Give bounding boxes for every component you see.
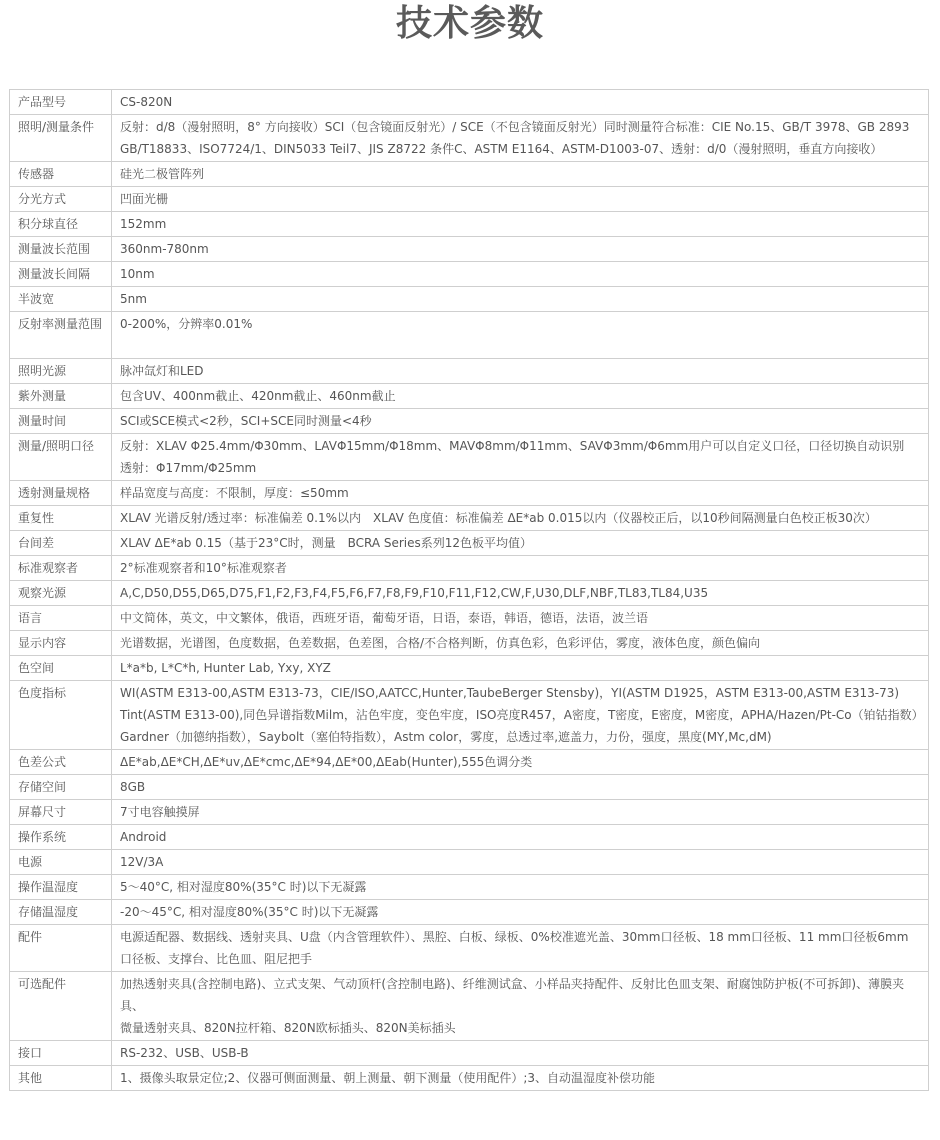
spec-value-line: XLAV ΔE*ab 0.15（基于23°C时，测量 BCRA Series系列12色板平均值） xyxy=(120,536,533,550)
spec-label: 观察光源 xyxy=(10,581,112,606)
spec-row xyxy=(10,162,929,187)
spec-value xyxy=(112,531,929,556)
spec-label: 语言 xyxy=(10,606,112,631)
spec-value xyxy=(112,1041,929,1066)
spec-value-line: 360nm-780nm xyxy=(120,242,209,256)
spec-row xyxy=(10,850,929,875)
spec-label: 照明光源 xyxy=(10,359,112,384)
spec-label: 重复性 xyxy=(10,506,112,531)
spec-value-line: Android xyxy=(120,830,167,844)
spec-value xyxy=(112,506,929,531)
spec-value-line: 硅光二极管阵列 xyxy=(120,167,205,181)
spec-value xyxy=(112,287,929,312)
spec-value xyxy=(112,312,929,359)
spec-value xyxy=(112,187,929,212)
spec-label: 屏幕尺寸 xyxy=(10,800,112,825)
spec-row xyxy=(10,287,929,312)
spec-row xyxy=(10,681,929,750)
spec-value xyxy=(112,162,929,187)
spec-row xyxy=(10,581,929,606)
spec-table-body xyxy=(10,90,929,1091)
spec-row xyxy=(10,972,929,1041)
spec-value-line: Gardner（加德纳指数），Saybolt（塞伯特指数），Astm color，雾度，总透过率,遮盖力，力份，强度，黑度(MY,Mc,dM) xyxy=(120,730,772,744)
spec-row xyxy=(10,925,929,972)
spec-value-line: 10nm xyxy=(120,267,155,281)
spec-value xyxy=(112,1066,929,1091)
spec-label: 显示内容 xyxy=(10,631,112,656)
spec-label: 透射测量规格 xyxy=(10,481,112,506)
spec-row xyxy=(10,506,929,531)
spec-value-line: 5～40°C, 相对湿度80%(35°C 时)以下无凝露 xyxy=(120,880,367,894)
spec-value-line: 光谱数据，光谱图，色度数据，色差数据，色差图，合格/不合格判断，仿真色彩，色彩评估，雾度，液体色度，颜色偏向 xyxy=(120,636,761,650)
spec-value xyxy=(112,972,929,1041)
spec-row xyxy=(10,90,929,115)
spec-row xyxy=(10,656,929,681)
spec-value xyxy=(112,212,929,237)
spec-value-line: 12V/3A xyxy=(120,855,164,869)
spec-value xyxy=(112,900,929,925)
spec-table xyxy=(9,89,929,1091)
spec-label: 电源 xyxy=(10,850,112,875)
spec-value-line: 凹面光栅 xyxy=(120,192,169,206)
spec-value-line: 加热透射夹具(含控制电路)、立式支架、气动顶杆(含控制电路)、纤维测试盒、小样品夹持配件、反射比色皿支架、耐腐蚀防护板(不可拆卸)、薄膜夹具、 xyxy=(120,977,905,1013)
spec-value xyxy=(112,262,929,287)
spec-row xyxy=(10,409,929,434)
spec-label: 接口 xyxy=(10,1041,112,1066)
spec-value-line: 2°标准观察者和10°标准观察者 xyxy=(120,561,287,575)
spec-value xyxy=(112,875,929,900)
spec-value-line: SCI或SCE模式<2秒，SCI+SCE同时测量<4秒 xyxy=(120,414,372,428)
spec-value-line: 7寸电容触摸屏 xyxy=(120,805,200,819)
spec-label: 产品型号 xyxy=(10,90,112,115)
spec-label: 色差公式 xyxy=(10,750,112,775)
spec-value-line: Tint(ASTM E313-00),同色异谱指数Milm，沾色牢度，变色牢度，ISO亮度R457，A密度，T密度，E密度，M密度，APHA/Hazen/Pt-Co（铂钴指数） xyxy=(120,708,924,722)
spec-value-line: 8GB xyxy=(120,780,146,794)
spec-label: 操作系统 xyxy=(10,825,112,850)
spec-row xyxy=(10,900,929,925)
spec-value-line: 1、摄像头取景定位;2、仪器可侧面测量、朝上测量、朝下测量（使用配件）;3、自动温湿度补偿功能 xyxy=(120,1071,655,1085)
spec-row xyxy=(10,359,929,384)
spec-value xyxy=(112,359,929,384)
spec-row xyxy=(10,750,929,775)
spec-value-line: 透射：Φ17mm/Φ25mm xyxy=(120,461,257,475)
spec-row xyxy=(10,775,929,800)
spec-label: 存储温湿度 xyxy=(10,900,112,925)
spec-value xyxy=(112,409,929,434)
spec-value-line: -20～45°C, 相对湿度80%(35°C 时)以下无凝露 xyxy=(120,905,379,919)
spec-row xyxy=(10,606,929,631)
spec-value xyxy=(112,606,929,631)
spec-label: 色空间 xyxy=(10,656,112,681)
spec-label: 积分球直径 xyxy=(10,212,112,237)
spec-value-line: 5nm xyxy=(120,292,147,306)
spec-value xyxy=(112,237,929,262)
spec-row xyxy=(10,312,929,359)
spec-row xyxy=(10,825,929,850)
spec-label: 操作温湿度 xyxy=(10,875,112,900)
spec-value-line: 微量透射夹具、820N拉杆箱、820N欧标插头、820N美标插头 xyxy=(120,1021,456,1035)
spec-row xyxy=(10,262,929,287)
spec-row xyxy=(10,481,929,506)
spec-value-line: 包含UV、400nm截止、420nm截止、460nm截止 xyxy=(120,389,396,403)
spec-value-line: 电源适配器、数据线、透射夹具、U盘（内含管理软件）、黑腔、白板、绿板、0%校准遮光盖、30mm口径板、18 mm口径板、11 mm口径板6mm口径板、支撑台、比色皿、阻尼把手 xyxy=(120,930,909,966)
spec-value xyxy=(112,656,929,681)
spec-row xyxy=(10,212,929,237)
spec-label: 其他 xyxy=(10,1066,112,1091)
spec-row xyxy=(10,434,929,481)
spec-label: 照明/测量条件 xyxy=(10,115,112,162)
spec-label: 台间差 xyxy=(10,531,112,556)
spec-value xyxy=(112,925,929,972)
spec-label: 标准观察者 xyxy=(10,556,112,581)
spec-value-line: A,C,D50,D55,D65,D75,F1,F2,F3,F4,F5,F6,F7,F8,F9,F10,F11,F12,CW,F,U30,DLF,NBF,TL83,TL84,U35 xyxy=(120,586,709,600)
spec-label: 紫外测量 xyxy=(10,384,112,409)
spec-row xyxy=(10,237,929,262)
spec-label: 测量波长间隔 xyxy=(10,262,112,287)
spec-value xyxy=(112,800,929,825)
spec-label: 反射率测量范围 xyxy=(10,312,112,359)
spec-label: 传感器 xyxy=(10,162,112,187)
spec-value-line: 中文简体，英文，中文繁体，俄语，西班牙语，葡萄牙语，日语，泰语，韩语，德语，法语，波兰语 xyxy=(120,611,649,625)
spec-row xyxy=(10,187,929,212)
spec-row xyxy=(10,556,929,581)
spec-label: 测量/照明口径 xyxy=(10,434,112,481)
spec-value-line: CS-820N xyxy=(120,95,173,109)
spec-value xyxy=(112,750,929,775)
spec-label: 存储空间 xyxy=(10,775,112,800)
spec-label: 分光方式 xyxy=(10,187,112,212)
spec-value-line: 样品宽度与高度：不限制，厚度：≤50mm xyxy=(120,486,349,500)
spec-row xyxy=(10,115,929,162)
spec-value xyxy=(112,384,929,409)
spec-row xyxy=(10,800,929,825)
spec-value-line xyxy=(120,335,920,357)
spec-row xyxy=(10,875,929,900)
spec-value xyxy=(112,434,929,481)
spec-value-line: 反射：XLAV Φ25.4mm/Φ30mm、LAVΦ15mm/Φ18mm、MAVΦ8mm/Φ11mm、SAVΦ3mm/Φ6mm用户可以自定义口径，口径切换自动识别 xyxy=(120,439,905,453)
spec-value-line: XLAV 光谱反射/透过率：标准偏差 0.1%以内 XLAV 色度值：标准偏差 ΔE*ab 0.015以内（仪器校正后，以10秒间隔测量白色校正板30次） xyxy=(120,511,877,525)
spec-label: 测量波长范围 xyxy=(10,237,112,262)
spec-value-line: 152mm xyxy=(120,217,167,231)
spec-value-line: L*a*b, L*C*h, Hunter Lab, Yxy, XYZ xyxy=(120,661,331,675)
spec-value xyxy=(112,556,929,581)
spec-label: 可选配件 xyxy=(10,972,112,1041)
spec-value-line: ΔE*ab,ΔE*CH,ΔE*uv,ΔE*cmc,ΔE*94,ΔE*00,ΔEab(Hunter),555色调分类 xyxy=(120,755,533,769)
spec-label: 色度指标 xyxy=(10,681,112,750)
spec-row xyxy=(10,1041,929,1066)
spec-row xyxy=(10,384,929,409)
spec-value xyxy=(112,681,929,750)
spec-value xyxy=(112,115,929,162)
spec-value xyxy=(112,481,929,506)
spec-label: 配件 xyxy=(10,925,112,972)
spec-value xyxy=(112,850,929,875)
spec-row xyxy=(10,1066,929,1091)
spec-value xyxy=(112,631,929,656)
spec-row xyxy=(10,631,929,656)
spec-value xyxy=(112,825,929,850)
spec-value-line: WI(ASTM E313-00,ASTM E313-73，CIE/ISO,AATCC,Hunter,TaubeBerger Stensby)，YI(ASTM D1925，ASTM E313-00,ASTM E313-73) xyxy=(120,686,900,700)
spec-value xyxy=(112,90,929,115)
spec-value xyxy=(112,775,929,800)
page-title: 技术参数 xyxy=(395,3,544,44)
spec-value xyxy=(112,581,929,606)
spec-label: 测量时间 xyxy=(10,409,112,434)
spec-label: 半波宽 xyxy=(10,287,112,312)
spec-value-line: GB/T18833、ISO7724/1、DIN5033 Teil7、JIS Z8722 条件C、ASTM E1164、ASTM-D1003-07、透射：d/0（漫射照明，垂直方向接收） xyxy=(120,142,883,156)
spec-value-line: 反射：d/8（漫射照明，8° 方向接收）SCI（包含镜面反射光）/ SCE（不包含镜面反射光）同时测量符合标准：CIE No.15、GB/T 3978、GB 2893 xyxy=(120,120,910,134)
spec-value-line: RS-232、USB、USB-B xyxy=(120,1046,249,1060)
spec-value-line: 0-200%，分辨率0.01% xyxy=(120,317,253,331)
spec-row xyxy=(10,531,929,556)
spec-value-line: 脉冲氙灯和LED xyxy=(120,364,204,378)
